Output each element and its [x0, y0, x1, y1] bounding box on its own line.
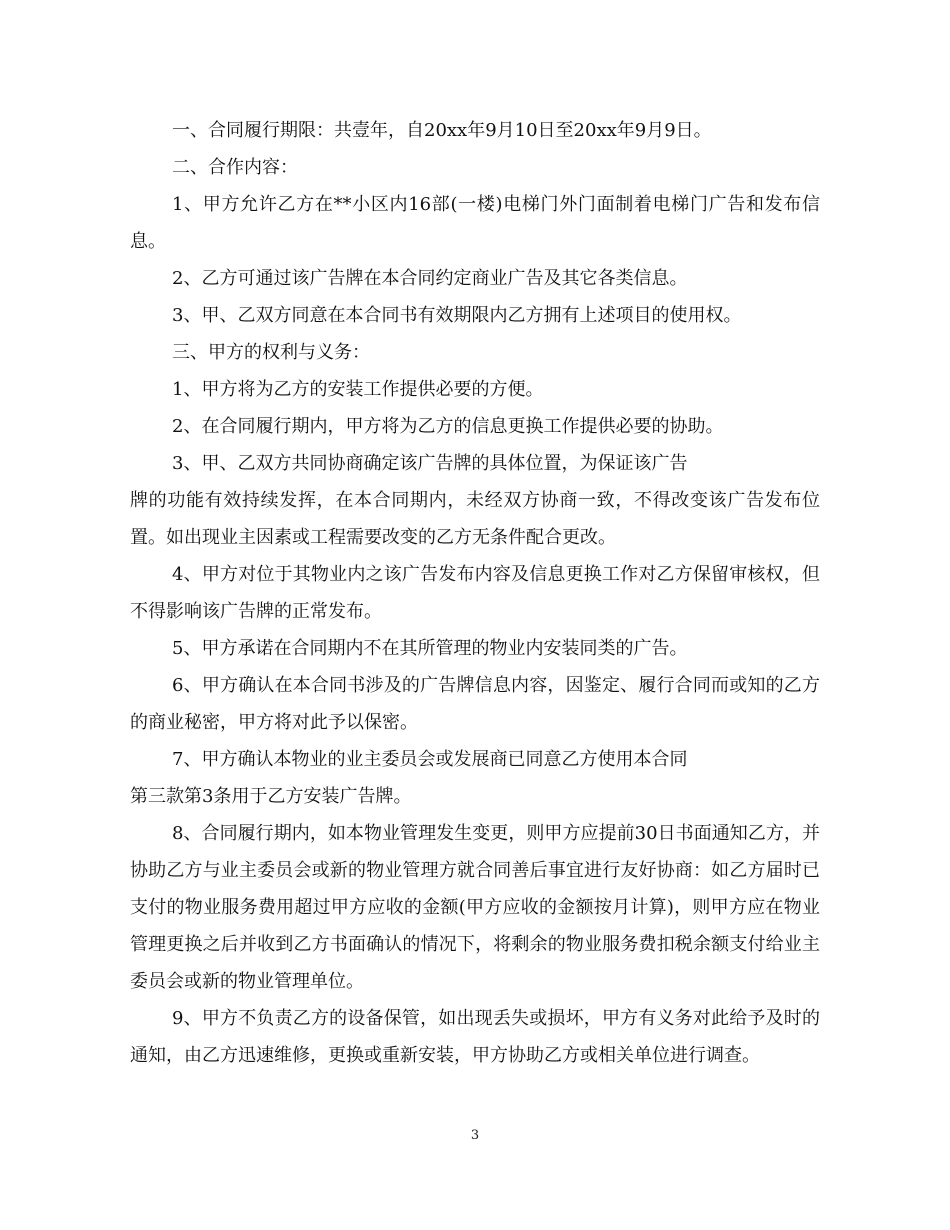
paragraph-rights-4: 4、甲方对位于其物业内之该广告发布内容及信息更换工作对乙方保留审核权，但不得影响该广告牌的正常发布。 [130, 564, 820, 622]
paragraph-rights-9: 9、甲方不负责乙方的设备保管，如出现丢失或损坏，甲方有义务对此给予及时的通知，由乙方迅速维修，更换或重新安装，甲方协助乙方或相关单位进行调查。 [130, 1008, 820, 1066]
paragraph-rights-6: 6、甲方确认在本合同书涉及的广告牌信息内容，因鉴定、履行合同而或知的乙方的商业秘密，甲方将对此予以保密。 [130, 675, 820, 733]
paragraph-rights-7: 7、甲方确认本物业的业主委员会或发展商已同意乙方使用本合同 [172, 749, 688, 770]
section-heading-party-a-rights: 三、甲方的权利与义务： [172, 342, 370, 363]
document-body [130, 112, 820, 1074]
section-heading-cooperation: 二、合作内容： [172, 157, 298, 178]
paragraph-cooperation-1: 1、甲方允许乙方在**小区内16部(一楼)电梯门外门面制着电梯门广告和发布信息。 [130, 194, 820, 252]
paragraph-rights-5: 5、甲方承诺在合同期内不在其所管理的物业内安装同类的广告。 [172, 638, 688, 659]
page-number: 3 [470, 1128, 480, 1143]
paragraph-rights-1: 1、甲方将为乙方的安装工作提供必要的方便。 [172, 379, 544, 400]
paragraph-rights-2: 2、在合同履行期内，甲方将为乙方的信息更换工作提供必要的协助。 [172, 416, 724, 437]
paragraph-term: 一、合同履行期限：共壹年，自20xx年9月10日至20xx年9月9日。 [172, 120, 712, 141]
paragraph-rights-3-continued: 牌的功能有效持续发挥，在本合同期内，未经双方协商一致，不得改变该广告发布位置。如出现业主因素或工程需要改变的乙方无条件配合更改。 [130, 490, 820, 548]
paragraph-cooperation-3: 3、甲、乙双方同意在本合同书有效期限内乙方拥有上述项目的使用权。 [172, 305, 742, 326]
paragraph-cooperation-2: 2、乙方可通过该广告牌在本合同约定商业广告及其它各类信息。 [172, 268, 688, 289]
paragraph-rights-3: 3、甲、乙双方共同协商确定该广告牌的具体位置，为保证该广告 [172, 453, 688, 474]
paragraph-rights-7-continued: 第三款第3条用于乙方安装广告牌。 [130, 786, 412, 807]
paragraph-rights-8: 8、合同履行期内，如本物业管理发生变更，则甲方应提前30日书面通知乙方，并协助乙方与业主委员会或新的物业管理方就合同善后事宜进行友好协商：如乙方届时已支付的物业服务费用超过甲方应收的金额(甲方应收的金额按月计算)，则甲方应在物业管理更换之后并收到乙方书面确认的情况下，将剩余的物业服务费扣税余额支付给业主委员会或新的物业管理单位。 [130, 823, 820, 992]
